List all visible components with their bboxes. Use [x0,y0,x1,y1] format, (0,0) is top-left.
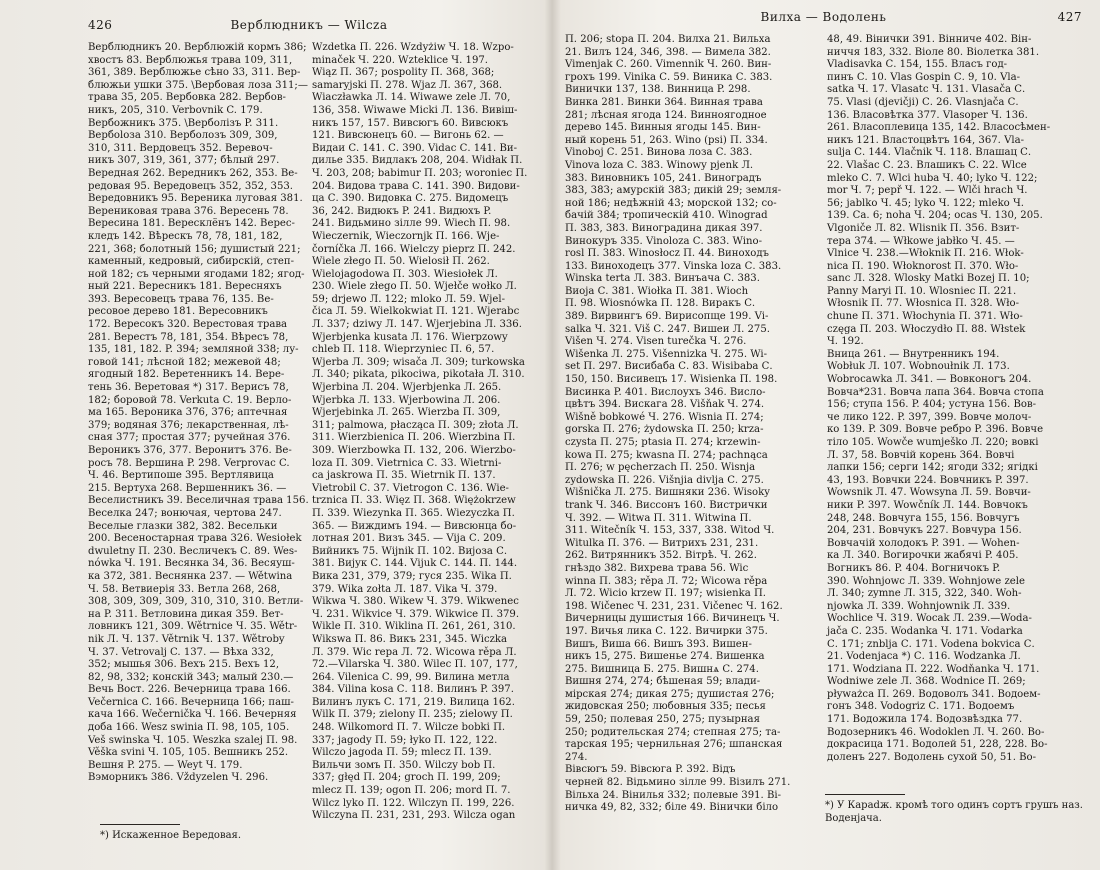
text-line: Wjerbina Л. 204. Wjerbjenka Л. 265. [312,382,502,394]
text-line: 136, 358. Wiwawe Micki Л. 136. Вивіш- [312,104,518,116]
text-line: Вичерницы душистыя 166. Вичинецъ Ч. [565,613,780,625]
text-line: Л. 340; pikata, pikociwa, pikotała Л. 310. [312,369,525,381]
text-line: Wiąz П. 367; pospolity П. 368, 368; [312,67,495,79]
text-line: čorníčka Л. 166. Wielczy pieprz П. 242. [312,243,516,255]
text-line: 48, 49. Вінички 391. Вінниче 402. Він- [827,34,1032,45]
text-line: 383, 383; амурскій 383; дикій 29; земля- [565,185,782,197]
text-line: 248, 248. Вовчуга 155, 156. Вовчугъ [827,512,1020,524]
text-line: nówka Ч. 191. Весянка 34, 36. Весяуш- [88,558,295,570]
right-column-2 [827,34,1072,809]
text-line: 361, 389. Верблюжье сѣно 33, 311. Вер- [88,67,301,79]
text-line: никъ 15, 275. Вишенье 274. Вишенка [565,651,765,663]
text-line: кача 166. Wečernička Ч. 166. Вечерняя [88,709,297,721]
text-line: Vladisavka С. 154, 155. Власъ год- [827,59,1008,71]
text-line: Wišničkа Л. 275. Вишняки 236. Wisoky [565,487,770,499]
text-line: 22. Vlašac С. 23. Влашикъ С. 22. Wlce [827,159,1027,171]
text-line: Винокуръ 335. Vinoloza С. 383. Wino- [565,235,762,247]
text-line: 135, 181, 182. P. 394; земляной 338; лу- [88,344,299,356]
text-line: samaryjski П. 278. Wjaz Л. 367, 368. [312,79,503,91]
right-footnote-block [825,788,1085,825]
text-line: 264. Vilenica С. 99, 99. Вилина метла [312,671,510,683]
text-line: Wikle П. 310. Wiklina П. 261, 261, 310. [312,621,516,633]
text-line: Вилинъ лукъ С. 171, 219. Вилица 162. [312,696,515,708]
text-line: кледъ 142. Вѣрескъ 78, 78, 181, 182, [88,230,283,242]
text-line: trznica П. 33. Więz П. 368. Więżokrzew [312,495,516,507]
text-line: ловникъ 121, 309. Wětrnice Ч. 35. Wětr- [88,621,298,633]
text-line: Wobrocawka Л. 341. — Вовконогъ 204. [827,374,1032,386]
text-line: никъ 157, 157. Вивсюгъ 60. Вивсюкъ [312,117,509,129]
text-line: 197. Вичья лика С. 122. Вичирки 375. [565,625,768,637]
text-line: П. 98. Wiosnówka П. 128. Виракъ С. [565,298,756,310]
text-line: 150, 150. Висивецъ 17. Wisienka П. 198. [565,374,778,386]
text-line: Вишня 274, 274; бѣшеная 59; влади- [565,676,761,688]
text-line: Веселистникъ 39. Веселичная трава 156. [88,495,309,507]
text-line: Вэморникъ 386. Vždyzelen Ч. 296. [88,772,269,784]
text-line: 248. Wilkomord П. 7. Wilcze bobki П. [312,722,506,734]
text-line: 43, 193. Вовчки 224. Вовчникъ P. 397. [827,474,1029,486]
text-line: Вередная 262. Вередникъ 262, 353. Ве- [88,167,298,179]
text-line: Wjerbka Л. 133. Wjerbowina Л. 206. [312,394,501,406]
text-line: ма 165. Вероника 376, 376; аптечная [88,407,288,419]
text-line: 156; ступа 156. P. 404; устуна 156. Вов- [827,399,1037,411]
text-line: Wilcz lyko П. 122. Wilczyn П. 199, 226. [312,797,515,809]
text-line: Wilk П. 379; zielony П. 235; zielowy П. [312,709,513,721]
text-line: 171. Водожила 174. Водозвѣздка 77. [827,714,1023,726]
text-line: 221, 368; болотный 156; душистый 221; [88,243,301,255]
text-line: черней 82. Відьмино зілле 99. Візилъ 271. [565,777,791,789]
text-line: 200. Весеностарная трава 326. Wesiołek [88,533,302,545]
left-column-2 [312,42,528,822]
text-line: Wieczernik, Wieczornjk П. 166. Wje- [312,230,500,242]
text-line: Ч. 58. Ветвиерія 33. Ветла 268, 268, [88,583,281,595]
text-line: ничка 49, 82, 332; біле 49. Вінички біло [565,802,779,814]
text-line: гнѣздо 382. Вихрева трава 56. Wic [565,562,749,574]
text-line: 381. Вијук С. 144. Vijuk С. 144. П. 144. [312,558,518,570]
text-line: жидовская 250; любовныя 335; песья [565,701,766,713]
text-line: winna П. 383; rěpa Л. 72; Wicowa rěpa [565,575,768,587]
text-line: 261. Власоплевица 135, 142. Власосѣмен- [827,122,1051,134]
text-line: 384. Vilina kosa С. 118. Вилинъ P. 397. [312,684,514,696]
text-line: Л. 337; dziwy Л. 147. Wjerjebina Л. 336. [312,319,522,331]
text-line: Vinova loza С. 383. Winowy pjenk Л. [565,159,754,171]
text-line: Винка 281. Винки 364. Винная трава [565,96,763,108]
text-line: доленъ 227. Водолень сухой 50, 51. Во- [827,751,1037,763]
text-line: trank Ч. 346. Виссонъ 160. Вистрички [565,499,768,511]
text-line: njowka Л. 339. Wohnjownik Л. 339. [827,600,1011,612]
text-line: грохъ 199. Vinika С. 59. Виника С. 383. [565,71,773,83]
text-line: 136. Власовѣтка 377. Vlasoper Ч. 136. [827,109,1028,121]
text-line: Ч. 192. [827,336,864,348]
text-line: тарская 195; чернильная 276; шпанская [565,739,783,751]
text-line: ягодный 182. Веретенникъ 14. Вере- [88,369,285,381]
text-line: П. 206; stopa П. 204. Вилха 21. Вильха [565,34,771,45]
text-line: Виоjа С. 381. Wiołka П. 381. Wioch [565,285,749,297]
text-line: 281; лѣсная ягода 124. Винноягодное [565,109,767,121]
text-line: Wilczo jagoda П. 59; mlecz П. 139. [312,747,492,759]
text-line: 389. Вирвингъ 69. Вирисопще 199. Vi- [565,311,769,323]
text-line: Wikswa П. 86. Викъ 231, 345. Wiczka [312,633,508,645]
text-line: 21. Vodenjaca *) С. 116. Wodzanka Л. [827,651,1021,663]
text-line: gorska П. 276; żydowska П. 250; krza- [565,424,764,436]
text-line: Vimenjak С. 260. Vimennik Ч. 260. Вин- [565,59,772,71]
text-line: 204, 231. Вовчукъ 227. Вовчура 156. [827,525,1022,537]
text-line: 59; drjewo Л. 122; mloko Л. 59. Wjel- [312,293,505,305]
text-line: Веселые глазки 382, 382. Весельки [88,520,278,532]
text-line: Вільха 24. Вінилья 332; полевые 391. Ві- [565,789,782,801]
text-line: Vietrobil С. 37. Vietrogon С. 136. Wie- [312,482,509,494]
text-line: Винички 137, 138. Винница P. 298. [565,84,751,96]
text-line: Вильчи зомъ П. 350. Wilczy bob П. [312,759,496,771]
text-line: Wišně bobkowé Ч. 276. Wisnia П. 274; [565,411,764,423]
text-line: minaček Ч. 220. Wzteklice Ч. 197. [312,54,488,66]
left-page-number: 426 [88,18,113,32]
text-line: Wjerjebinka Л. 265. Wierzba П. 309, [312,407,501,419]
text-line: 308, 309, 309, 309, 310, 310, 310. Ветли- [88,596,304,608]
text-line: 72.—Vilarska Ч. 380. Wilec П. 107, 177, [312,659,518,671]
left-running-title: Верблюдникъ — Wilcza [230,18,388,32]
text-line: 309. Wierzbowka П. 132, 206. Wierzbo- [312,445,516,456]
right-running-title: Вилха — Водолень [760,10,887,24]
text-line: 182; боровой 78. Verkuta C. 19. Верло- [88,394,292,406]
text-line: Wiaczławka Л. 14. Wiwawe zele Л. 70, [312,92,511,104]
text-line: Wjerba Л. 309; wisača Л. 309; turkowska [312,356,525,368]
text-line: 36, 242. Видюкъ P. 241. Видюхъ P. [312,205,492,217]
text-line: ца С. 390. Видовка С. 275. Видомецъ [312,193,509,205]
text-line: мірская 274; дикая 275; душистая 276; [565,688,775,700]
footnote-rule [825,794,905,795]
text-line: 311; palmowa, płacząca П. 309; złota Л. [312,419,519,431]
text-line: никъ 121. Властоцвѣтъ 164, 367. Vla- [827,134,1025,146]
text-line: трава 35, 205. Вербовка 282. Вербов- [88,92,286,104]
text-line: 75. Vlasi (djevičji) С. 26. Vlasnjača С. [827,96,1019,108]
text-line: ка 372, 381. Веснянка 237. — Wětwina [88,570,293,582]
text-line: Věška svini Ч. 105, 105. Вешникъ 252. [88,747,289,759]
text-line: 311. Witečník Ч. 153, 337, 338. Witod Ч. [565,525,775,537]
text-line: 337; głęd П. 204; groch П. 199, 209; [312,772,501,784]
text-line: loza П. 309. Vietrnica С. 33. Wietrni- [312,457,502,469]
text-line: Вересина 181. Вересклёнъ 142. Верес- [88,218,295,230]
text-line: Вешня P. 275. — Weyt Ч. 179. [88,759,243,771]
text-line: ca jaskrowa П. 35. Wietrnik П. 137. [312,470,496,482]
text-line: Wochlice Ч. 319. Wocak Л. 239.—Woda- [827,613,1032,625]
text-line: 390. Wohnjowc Л. 339. Wohnjowe zele [827,575,1025,587]
text-line: Višen Ч. 274. Visen turečka Ч. 276. [565,336,747,348]
text-line: гонъ 348. Vodogriz С. 171. Водоемъ [827,701,1015,713]
text-line: nik Л. Ч. 137. Větrnik Ч. 137. Wětroby [88,633,285,645]
text-line: Ч. 392. — Witwa П. 311. Witwina П. [565,512,752,524]
text-line: zydowska П. 226. Višnjia divlja С. 275. [565,474,764,486]
left-columns [88,42,530,822]
text-line: Vinoboj С. 251. Винова лоза С. 383. [565,147,753,159]
text-line: ный 221. Вересникъ 181. Вересняхъ [88,281,282,293]
text-line: 56; jablko Ч. 45; lyko Ч. 122; mleko Ч. [827,197,1024,209]
text-line: тень 36. Веретовая *) 317. Верисъ 78, [88,382,289,394]
text-line: цвѣтъ 394. Вискага 28. Višňak Ч. 274. [565,399,765,411]
text-line: П. 339. Wiezynka П. 365. Wiezyczka П. [312,507,515,519]
text-line: Večernica C. 166. Вечерница 166; паш- [88,696,294,708]
text-line: Ч. 37. Vetrovalj C. 137. — Вѣха 332, [88,646,274,658]
text-line: jača С. 235. Wodanka Ч. 171. Vodarka [827,625,1023,637]
text-line: 172. Вересокъ 320. Верестовая трава [88,319,288,331]
text-line: 311. Wierzbienica П. 206. Wierzbina П. [312,432,516,444]
text-line: блюжьи ушки 375. \Вербовая лоза 311;— [88,79,308,91]
text-line: че лико 122. P. 397, 399. Вовче молоч- [827,411,1032,423]
text-line: каменный, кедровый, сибирскій, степ- [88,256,295,268]
text-line: satka Ч. 17. Vlasatc Ч. 131. Vlasača С. [827,84,1026,96]
text-line: Верблюдникъ 20. Верблюжій кормъ 386; [88,42,307,53]
right-running-head [565,10,1082,24]
text-line: 337; jagody П. 59; łyko П. 122, 122. [312,734,498,746]
text-line: Vlnice Ч. 238.—Włoknik П. 216. Włok- [827,248,1024,260]
text-line: С. 171; znblja С. 171. Vodena bokvica С. [827,638,1035,650]
text-line: лапки 156; серги 142; ягоди 332; ягідкі [827,462,1038,474]
text-line: kowa П. 275; kwasna П. 274; pachnąca [565,449,768,461]
text-line: 230. Wiele złego П. 50. Wjełče wołko Л. [312,281,517,293]
text-line: Вербожникъ 375. \Верболізъ P. 311. [88,117,279,129]
text-line: 204. Видова трава С. 141. 390. Видови- [312,180,520,192]
text-line: Л. 72. Wicio krzew П. 197; wisienka П. [565,588,766,600]
text-line: Вередовникъ 95. Вереника луговая 381. [88,193,303,205]
text-line: Вогникъ 86. P. 404. Вогничокъ P. [827,562,1001,574]
right-footnote: *) У Караdж. кромѣ того одинъ сортъ грушъ наз. Воденjача. [825,800,1083,824]
left-column-1 [88,42,309,807]
text-line: 275. Вишница Б. 275. Вишнѧ С. 274. [565,663,759,675]
text-line: Вишъ, Виша 66. Вишъ 393. Вишен- [565,638,752,650]
text-line: Видаи С. 141. С. 390. Vidac С. 141. Ви- [312,142,518,154]
text-line: 241. Видьмино зілле 99. Wiech П. 98. [312,218,511,230]
text-line: Wikwa Ч. 380. Wikew Ч. 379. Wikwenec [312,596,519,608]
text-line: пинъ С. 10. Vlas Gospin С. 9, 10. Vla- [827,71,1021,83]
text-line: sanc Л. 328. Wlosky Matki Bozej П. 10; [827,273,1030,285]
text-line: росъ 78. Вершина P. 298. Verprovac C. [88,457,290,469]
text-line: Wzdetka П. 226. Wzdyżiw Ч. 18. Wzpo- [312,42,514,53]
text-line: dwuletny П. 230. Весличекъ С. 89. Wes- [88,545,298,557]
text-line: на P. 311. Ветловина дикая 359. Вет- [88,608,284,620]
text-line: Wielojagodowa П. 303. Wiesiołek Л. [312,268,498,280]
text-line: Wjerbjenka kusata Л. 176. Wierpzowy [312,331,508,343]
text-line: 365. — Виждимъ 194. — Вивсюнца бо- [312,520,517,532]
text-line: częga П. 203. Włoczydło П. 88. Włstek [827,323,1026,335]
text-line: дерево 145. Винныя ягоды 145. Вин- [565,122,761,134]
text-line: Вика 231, 379, 379; гуся 235. Wika П. [312,570,512,582]
text-line: Вербolоза 310. Верболозъ 309, 309, [88,130,278,142]
text-line: Ч. 203, 208; babimur П. 203; woroniec П. [312,167,528,179]
text-line: никъ, 205, 310. Verbovnik C. 179. [88,104,263,116]
text-line: Vlgoniče Л. 82. Wlisnik П. 356. Взит- [827,222,1020,234]
text-line: 262. Витрянникъ 352. Вітрѣ. Ч. 262. [565,550,757,562]
text-line: 310, 311. Вердовецъ 352. Веревоч- [88,142,273,154]
text-line: ники P. 397. Wowčník Л. 144. Вовчокъ [827,499,1028,511]
right-page-number: 427 [1057,10,1082,24]
text-line: Wilczyna П. 231, 231, 293. Wilcza ogan [312,810,516,822]
right-column-1 [565,34,819,814]
text-line: тера 374. — Włkowe jabłko Ч. 45. — [827,235,1015,247]
text-line: Вовчачій холодокъ P. 391. — Wohen- [827,537,1020,549]
text-line: Wodniwe zele Л. 368. Wodnice П. 269; [827,676,1026,688]
text-line: 59, 250; полевая 250, 275; пузырная [565,714,760,726]
text-line: 379. Wika zołta Л. 187. Vika Ч. 379. [312,583,498,595]
text-line: Ч. 46. Вертипоше 395. Вертлявица [88,470,274,482]
text-line: Вечь Вост. 226. Вечерница трава 166. [88,684,291,696]
left-footnote: *) Искаженное Вередовая. [100,830,242,841]
text-line: Wowsnik Л. 47. Wowsyna Л. 59. Вовчи- [827,487,1031,499]
text-line: ниччя 183, 332. Віоле 80. Віолетка 381. [827,46,1040,58]
text-line: ко 139. P. 309. Вовче ребро P. 396. Вовче [827,424,1044,436]
right-page [565,0,1100,870]
text-line: čica Л. 59. Wielkokwiat П. 121. Wjerabc [312,306,520,318]
text-line: chune П. 371. Włochynia П. 371. Wło- [827,311,1023,323]
text-line: 250; родительская 274; степная 275; та- [565,726,781,738]
left-running-head [88,18,530,32]
text-line: salka Ч. 321. Viš С. 247. Вишеи Л. 275. [565,323,770,335]
text-line: 171. Wodziana П. 222. Wodňanka Ч. 171. [827,663,1040,675]
text-line: 133. Виноходецъ 377. Vinska loza С. 383. [565,260,782,272]
text-line: докрасица 171. Водолей 51, 228, 228. Во- [827,739,1048,751]
text-line: Wiele złego П. 50. Wielosił П. 262. [312,256,490,268]
text-line: Вница 261. — Внутренникъ 194. [827,348,1000,360]
text-line: дилье 335. Видлакъ 208, 204. Widłak П. [312,155,523,167]
text-line: Водозерникъ 46. Wodoklen Л. Ч. 260. Во- [827,726,1045,738]
text-line: бачій 384; тропическій 410. Winograd [565,210,768,222]
text-line: Veš swinska Ч. 105. Weszka szalej П. 98. [88,734,298,746]
text-line: Witulka П. 376. — Витрихъ 231, 231. [565,537,759,549]
text-line: Вівсюгъ 59. Вівсюга P. 392. Вiдъ [565,764,736,776]
text-line: ресовое дерево 181. Вересовникъ [88,306,268,318]
text-line: sulja С. 144. Vlačnik Ч. 118. Влашац С. [827,147,1032,159]
text-line: 379; водяная 376; лекарственная, лѣ- [88,419,289,431]
text-line: Верениковая трава 376. Вересень 78. [88,205,289,217]
text-line: rosl П. 383. Winosłocz П. 44. Виноходъ [565,248,769,260]
text-line: set П. 297. Висибаба С. 83. Wisibaba С. [565,361,773,373]
text-line: Włosnik П. 77. Włosnica П. 328. Wło- [827,298,1019,310]
text-line: редовая 95. Вередовецъ 352, 352, 353. [88,180,293,192]
text-line: П. 276; w pęcherzach П. 250. Wisnja [565,462,756,474]
footnote-rule [100,824,180,825]
text-line: Wišenka Л. 275. Višennizka Ч. 275. Wi- [565,348,768,360]
text-line: chleb П. 118. Wieprzyniec П. 6, 57. [312,344,495,356]
text-line: лотная 201. Визъ 345. — Vija С. 209. [312,533,506,545]
text-line: 281. Верестъ 78, 181, 354. Вѣресъ 78, [88,331,289,343]
text-line: доба 166. Wesz swinia П. 98, 105, 105. [88,722,290,734]
text-line: ной 182; съ черными ягодами 182; ягод- [88,268,305,280]
text-line: ка Л. 340. Вогирочки жабячі P. 405. [827,550,1019,562]
text-line: nica П. 190. Włoknorost П. 370. Wło- [827,260,1019,272]
text-line: сная 377; простая 377; ручейная 376. [88,432,291,444]
text-line: 121. Вивсюнецъ 60. — Вигонь 62. — [312,130,504,142]
text-line: Вовча*231. Вовча лапа 364. Вовча стопа [827,386,1044,398]
text-line: 352; мышья 306. Вехъ 215. Вехъ 12, [88,659,280,671]
text-line: говой 141; лѣсной 182; межевой 48; [88,356,281,368]
text-line: Panny Maryi П. 10. Wlosniec П. 221. [827,285,1017,297]
text-line: mor Ч. 7; pepř Ч. 122. — Wlči hrach Ч. [827,185,1028,197]
text-line: Вийникъ 75. Wijnik П. 102. Вијоза С. [312,545,508,557]
text-line: 139. Ca. 6; noha Ч. 204; ocas Ч. 130, 205. [827,210,1043,222]
text-line: 383. Виновникъ 105, 241. Виноградъ [565,172,762,184]
text-line: Вероникъ 376, 377. Веронитъ 376. Ве- [88,445,292,456]
text-line: хвостъ 83. Верблюжья трава 109, 311, [88,54,293,66]
text-line: тіло 105. Wowče wumješko Л. 220; вовкі [827,437,1039,448]
text-line: 215. Вертуха 268. Вершенникъ 36. — [88,482,287,494]
text-line: czysta П. 275; ptasia П. 274; krzewin- [565,437,761,448]
text-line: Л. 340; zymne Л. 315, 322, 340. Woh- [827,588,1022,600]
text-line: Веселка 247; вонючая, чертова 247. [88,507,282,519]
text-line: 274. [565,751,588,763]
text-line: Ч. 231. Wikvice Ч. 379. Wikwice П. 379. [312,608,520,620]
text-line: 198. Wičenec Ч. 231, 231. Vičenec Ч. 162. [565,600,783,612]
text-line: 82, 98, 332; конскій 343; малый 230.— [88,671,294,683]
text-line: mlecz П. 139; ogon П. 206; mord П. 7. [312,785,511,797]
text-line: никъ 307, 319, 361, 377; бѣлый 297. [88,155,280,167]
text-line: 393. Вересовецъ трава 76, 135. Ве- [88,293,274,305]
left-footnote-block [100,818,520,842]
text-line: Wobłuk Л. 107. Wobnoułnik Л. 173. [827,361,1010,373]
text-line: mleko С. 7. Wlci huba Ч. 40; lyko Ч. 122; [827,172,1038,184]
text-line: Висинка P. 401. Вислоухъ 346. Висло- [565,386,766,398]
text-line: ной 186; недѣжній 43; морской 132; со- [565,197,777,209]
text-line: 21. Вилъ 124, 346, 398. — Вимела 382. [565,46,771,58]
text-line: Л. 379. Wic repa Л. 72. Wicowa rěpa Л. [312,646,517,658]
text-line: pływażca П. 269. Водоволъ 341. Водоем- [827,688,1041,700]
text-line: ный корень 51, 263. Wino (psi) П. 334. [565,134,768,146]
text-line: П. 383, 383. Виноградина дикая 397. [565,222,763,234]
text-line: Л. 37, 58. Вовчій корень 364. Вовчі [827,449,1015,461]
text-line: Winska terta Л. 383. Винъача С. 383. [565,273,760,285]
